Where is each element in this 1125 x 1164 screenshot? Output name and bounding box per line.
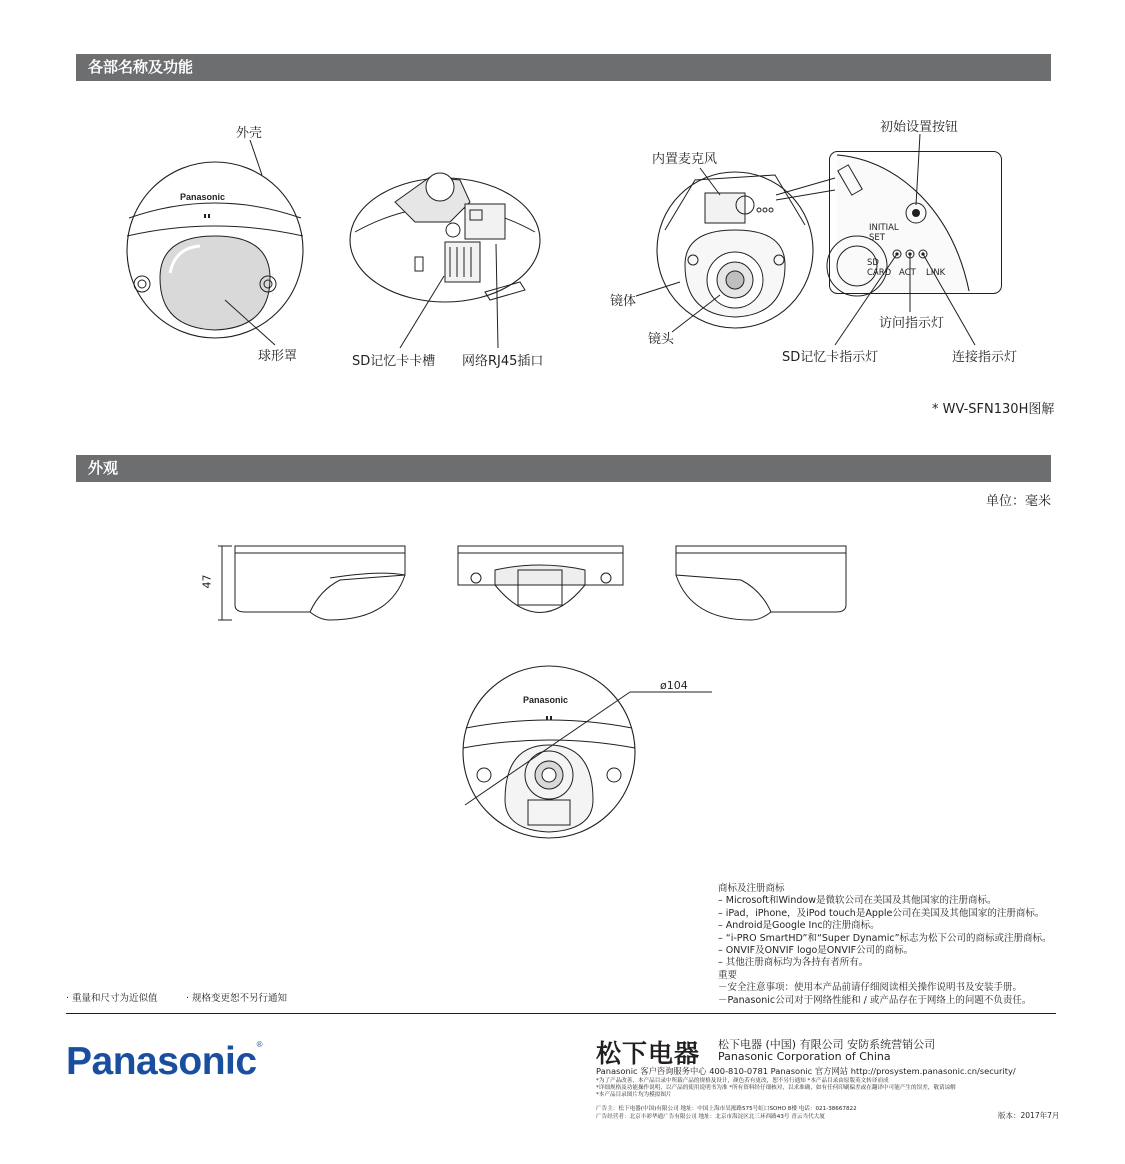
note-spec-change: · 规格变更恕不另行通知 [186,993,288,1004]
top-view-brand: Panasonic [523,695,569,705]
model-note: * WV-SFN130H图解 [932,402,1055,417]
detail-initial-text: INITIAL [869,223,899,233]
label-link-led: 连接指示灯 [952,350,1018,365]
trademark-line: – “i-PRO SmartHD”和“Super Dynamic”标志为松下公司的商标或注册商标。 [718,932,1052,944]
important-line: －Panasonic公司对于网络性能和 / 或产品存在于网络上的问题不负责任。 [718,994,1032,1006]
height-dimension: 47 [200,574,214,589]
detail-set-text: SET [869,233,885,243]
trademark-title: 商标及注册商标 [718,883,785,894]
diameter-dimension: ø104 [660,679,688,692]
cn-brand-logo: 松下电器 [596,1039,701,1068]
section-title-appearance: 外观 [76,455,1051,482]
trademark-block [718,883,1052,1007]
label-lens: 镜头 [648,332,675,347]
label-mic: 内置麦克风 [652,152,718,167]
trademark-line: – iPad，iPhone，及iPod touch是Apple公司在美国及其他国家的注册商标。 [718,907,1045,919]
company-cn: 松下电器 (中国) 有限公司 安防系统营销公司 [718,1038,936,1051]
label-rj45: 网络RJ45插口 [462,354,544,369]
trademark-line: – 其他注册商标均为各持有者所有。 [718,957,869,969]
unit-label: 单位：毫米 [986,494,1052,509]
label-sd-slot: SD记忆卡卡槽 [352,354,436,369]
detail-card-text: CARD [867,268,892,278]
note-weight-size: · 重量和尺寸为近似值 [66,993,158,1004]
version-label: 版本：2017年7月 [998,1111,1060,1120]
footer-divider [66,1013,1056,1014]
section-title-parts: 各部名称及功能 [76,54,1051,81]
company-en: Panasonic Corporation of China [718,1050,891,1063]
label-access-led: 访问指示灯 [879,316,945,331]
fine-print-3: *本产品目录图片均为模拟图片 [596,1092,672,1098]
important-title: 重要 [718,969,738,981]
label-shell: 外壳 [236,126,263,141]
trademark-line: – ONVIF及ONVIF logo是ONVIF公司的商标。 [718,945,914,957]
advertiser-line: 广告主：松下电器(中国)有限公司 地址：中国上海市吴淞路575号虹口SOHO 8楼 电话：021-38667822 [596,1106,857,1112]
svg-text:Panasonic: Panasonic [180,192,226,202]
label-initial-button: 初始设置按钮 [880,120,959,135]
detail-sd-text: SD [867,258,879,268]
detail-link-text: LINK [926,268,946,278]
label-body: 镜体 [610,294,637,309]
fine-print-1: *为了产品改善，本产品目录中所载产品的规格及设计，颜色若有更改，恕不另行通知 *本产品目录由原版英文转译而成 [596,1078,889,1084]
detail-act-text: ACT [899,268,916,278]
trademark-line: – Android是Google Inc的注册商标。 [718,920,880,932]
label-sd-led: SD记忆卡指示灯 [782,350,879,365]
contact-line: Panasonic 客户咨询服务中心 400-810-0781 Panasonic 官方网站 http://prosystem.panasonic.cn/security/ [596,1066,1016,1076]
ad-agency-line: 广告经营者：北京丰彩华通广告有限公司 地址：北京市海淀区北三环西路43号 青云当代大厦 [596,1114,825,1120]
panasonic-logo [66,1040,262,1084]
trademark-line: – Microsoft和Window是微软公司在美国及其他国家的注册商标。 [718,895,997,907]
fine-print-2: *详细规格及功能操作说明，以产品的使用说明书为准 *所有资料经仔细核对，以求准确，如有任何印刷偏差或在翻译中可能产生的误差，敬请谅解 [596,1085,956,1091]
important-line: －安全注意事项：使用本产品前请仔细阅读相关操作说明书及安装手册。 [718,982,1023,994]
registered-mark: ® [256,1040,262,1049]
panasonic-logo-text: Panasonic [66,1040,257,1083]
label-dome-cover: 球形罩 [258,349,298,364]
